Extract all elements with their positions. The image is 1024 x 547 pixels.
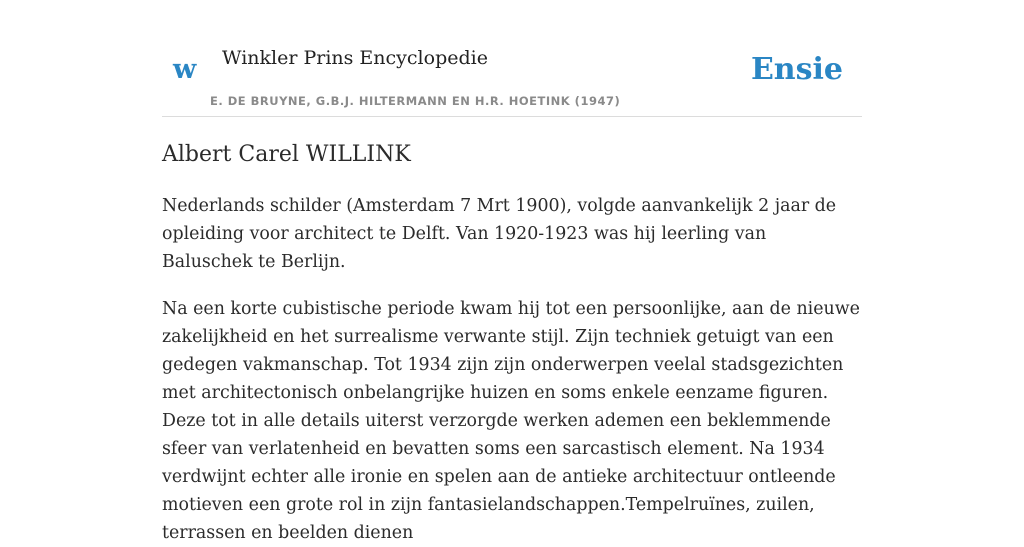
site-header <box>162 0 862 117</box>
article-content <box>162 138 862 547</box>
article-title: Albert Carel WILLINK <box>162 142 411 167</box>
winkler-prins-logo[interactable]: w <box>173 54 197 85</box>
site-title[interactable]: Winkler Prins Encyclopedie <box>222 47 488 69</box>
ensie-brand-logo[interactable]: Ensie <box>750 52 843 87</box>
article-paragraph: Na een korte cubistische periode kwam hij tot een persoonlijke, aan de nieuwe zakelijkheid en het surrealisme verwante stijl. Zijn techniek getuigt van een gedegen vakmanschap. Tot 1934 zijn zijn onderwerpen veelal stadsgezichten met architectonisch onbelangrijke huizen en soms enkele eenzame figuren. Deze tot in alle details uiterst verzorgde werken ademen een beklemmende sfeer van verlatenheid en bevatten soms een sarcastisch element. Na 1934 verdwijnt echter alle ironie en spelen aan de antieke architectuur ontleende motieven een grote rol in zijn fantasielandschappen.Tempelruïnes, zuilen, terrassen en beelden dienen <box>162 299 860 543</box>
source-authors: E. DE BRUYNE, G.B.J. HILTERMANN EN H.R. HOETINK (1947) <box>210 94 621 108</box>
article-paragraph: Nederlands schilder (Amsterdam 7 Mrt 1900), volgde aanvankelijk 2 jaar de opleiding voor architect te Delft. Van 1920-1923 was hij leerling van Baluschek te Berlijn. <box>162 196 837 272</box>
